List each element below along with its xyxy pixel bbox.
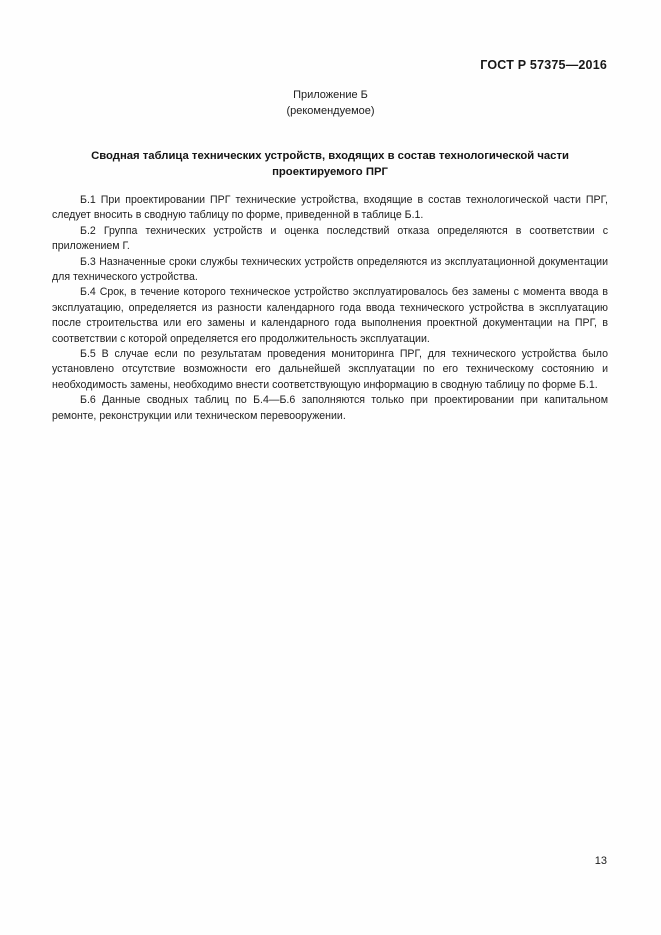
annex-label: Приложение Б xyxy=(293,89,368,101)
paragraph-b6: Б.6 Данные сводных таблиц по Б.4—Б.6 заполняются только при проектировании при капитальном ремонте, реконструкции или техническом перевооружении. xyxy=(52,394,608,422)
annex-heading xyxy=(0,88,661,119)
annex-status: (рекомендуемое) xyxy=(286,104,375,117)
paragraph-b1: Б.1 При проектировании ПРГ технические устройства, входящие в состав технологической части ПРГ, следует вносить в сводную таблицу по форме, приведенной в таблице Б.1. xyxy=(52,194,608,222)
paragraph-b3: Б.3 Назначенные сроки службы технических устройств определяются из эксплуатационной документации для технического устройства. xyxy=(52,255,608,284)
paragraph-b5: Б.5 В случае если по результатам проведения мониторинга ПРГ, для технического устройства было установлено отсутствие возможности его дальнейшей эксплуатации по его техническому состоянию и необходимость замены, необходимо внести соответствующую информацию в сводную таблицу по форме Б.1. xyxy=(52,348,608,391)
paragraph-b2: Б.2 Группа технических устройств и оценка последствий отказа определяются в соответствии с приложением Г. xyxy=(52,224,608,253)
page-title-line-1: Сводная таблица технических устройств, входящих в состав технологической части xyxy=(91,150,569,162)
page-title-line-2: проектируемого ПРГ xyxy=(272,166,388,178)
standard-reference-header: ГОСТ Р 57375—2016 xyxy=(480,58,607,72)
body-content xyxy=(52,193,608,424)
paragraph-b4: Б.4 Срок, в течение которого техническое устройство эксплуатировалось без замены с момента ввода в эксплуатацию, определяется из разности календарного года ввода технического устройства в эксплуатацию после строительства или его замены и календарного года выполнения проектной документации на ПРГ, в соответствии с которой определяется его продолжительность эксплуатации. xyxy=(52,286,608,345)
page-number: 13 xyxy=(594,855,607,867)
page-title xyxy=(52,148,608,180)
